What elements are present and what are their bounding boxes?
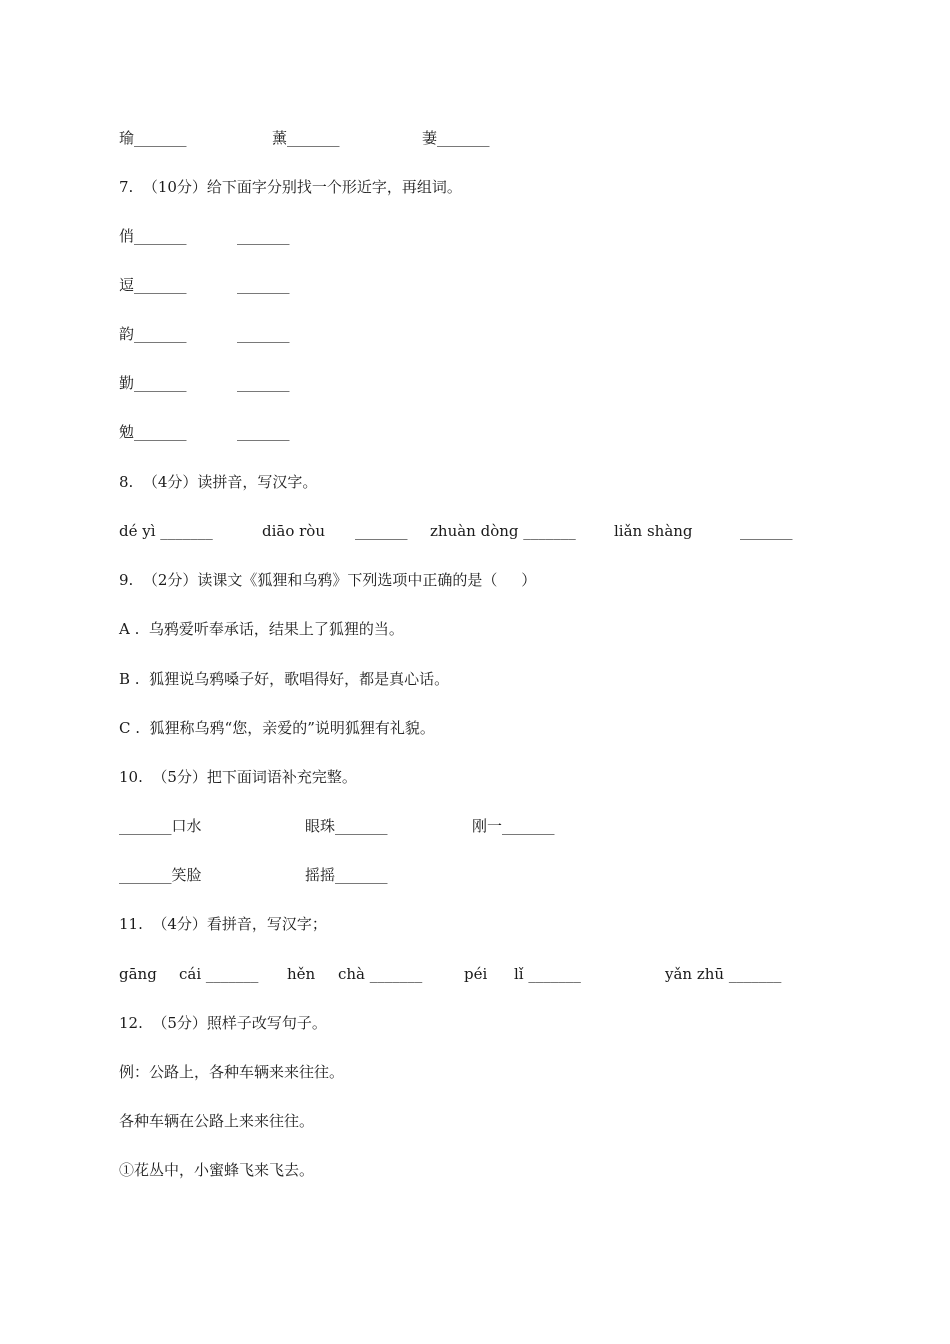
blank-yu: 瑜_______	[119, 129, 187, 147]
blank-qi: 萋_______	[422, 129, 490, 147]
q12-example: 例：公路上，各种车辆来来往往。	[119, 1063, 345, 1081]
q8-item3: zhuàn dòng _______	[430, 522, 576, 540]
q7-row2-b: _______	[237, 276, 290, 294]
q10-item3: 刚一_______	[472, 817, 555, 835]
q9-option-b: B . 狐狸说乌鸦嗓子好，歌唱得好，都是真心话。	[119, 670, 450, 688]
q10-item4: _______笑脸	[119, 866, 202, 884]
q7-title: 7. （10分）给下面字分别找一个形近字，再组词。	[119, 178, 462, 196]
q12-title: 12. （5分）照样子改写句子。	[119, 1014, 327, 1032]
q8-item4: liǎn shàng	[614, 522, 693, 540]
q7-row1-b: _______	[237, 227, 290, 245]
q7-row2-a: 逗_______	[119, 276, 187, 294]
q10-item2: 眼珠_______	[305, 817, 388, 835]
q8-title: 8. （4分）读拼音，写汉字。	[119, 473, 318, 491]
q10-title: 10. （5分）把下面词语补充完整。	[119, 768, 357, 786]
q11-item2b: chà _______	[338, 965, 423, 983]
q11-title: 11. （4分）看拼音，写汉字；	[119, 915, 327, 933]
q9-option-a: A . 乌鸦爱听奉承话，结果上了狐狸的当。	[119, 620, 404, 638]
q10-item1: _______口水	[119, 817, 202, 835]
q7-row4-a: 勤_______	[119, 374, 187, 392]
q8-item2-blank: _______	[355, 522, 408, 540]
q11-item2a: hěn	[287, 965, 316, 983]
q11-item1a: gāng	[119, 965, 157, 983]
q7-row3-a: 韵_______	[119, 325, 187, 343]
q7-row4-b: _______	[237, 374, 290, 392]
q12-example-answer: 各种车辆在公路上来来往往。	[119, 1112, 315, 1130]
q8-item4-blank: _______	[740, 522, 793, 540]
q10-item5: 摇摇_______	[305, 866, 388, 884]
q7-row5-b: _______	[237, 423, 290, 441]
q9-title: 9. （2分）读课文《狐狸和乌鸦》下列选项中正确的是（ ）	[119, 571, 537, 589]
q12-item1: ①花丛中，小蜜蜂飞来飞去。	[119, 1161, 315, 1179]
q8-item1: dé yì _______	[119, 522, 213, 540]
q7-row5-a: 勉_______	[119, 423, 187, 441]
q11-item4: yǎn zhū _______	[665, 965, 782, 983]
q11-item3a: péi	[464, 965, 488, 983]
blank-xun: 薰_______	[272, 129, 340, 147]
q7-row1-a: 俏_______	[119, 227, 187, 245]
q8-item2: diāo ròu	[262, 522, 326, 540]
q9-option-c: C . 狐狸称乌鸦“您，亲爱的”说明狐狸有礼貌。	[119, 719, 435, 737]
q11-item3b: lǐ _______	[514, 965, 581, 983]
q7-row3-b: _______	[237, 325, 290, 343]
q11-item1b: cái _______	[179, 965, 259, 983]
